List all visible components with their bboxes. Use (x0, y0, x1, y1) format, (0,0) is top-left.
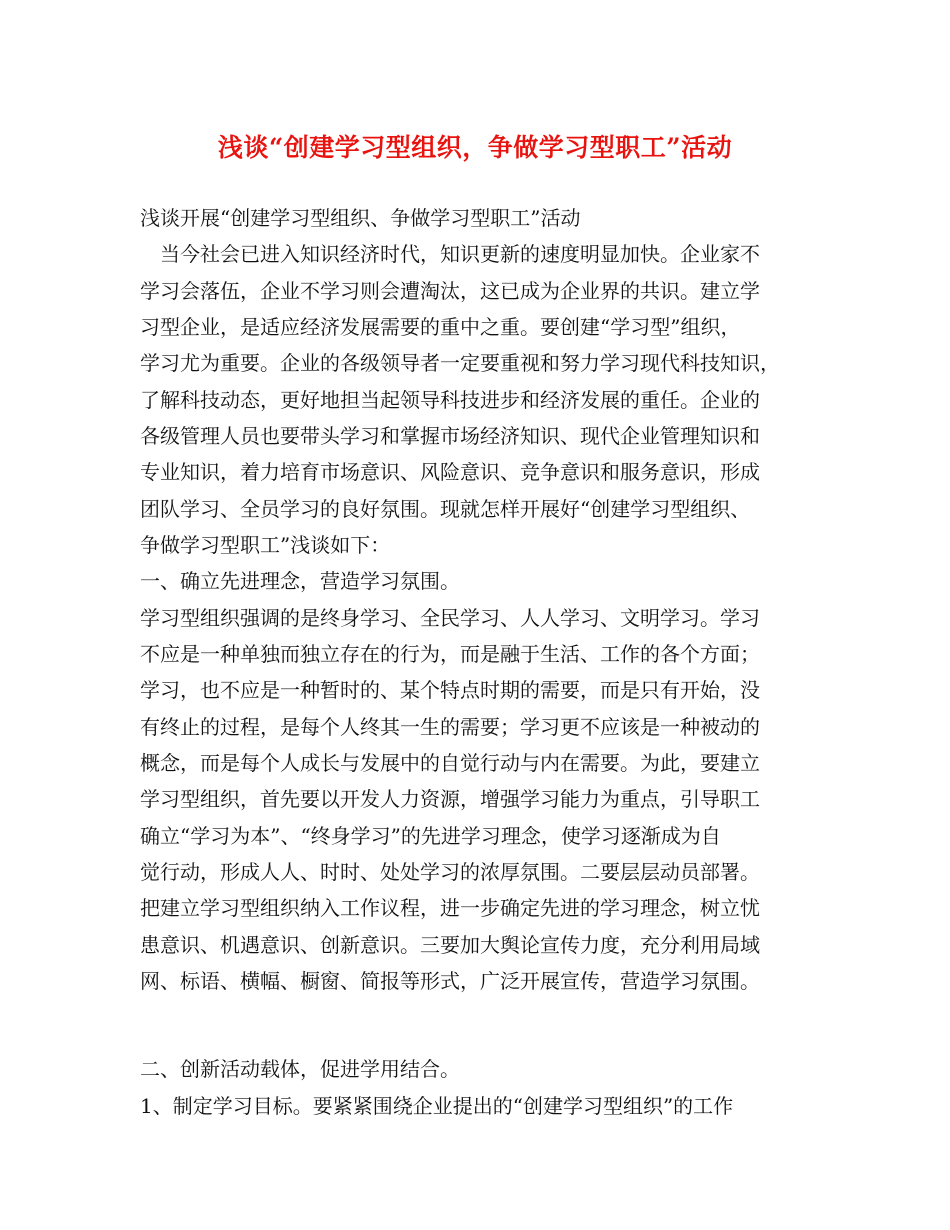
document-title: 浅谈“创建学习型组织，争做学习型职工”活动 (217, 133, 733, 162)
paragraph-line: 二、创新活动载体，促进学用结合。 (140, 1057, 460, 1081)
paragraph-line: 概念，而是每个人成长与发展中的自觉行动与内在需要。为此，要建立 (140, 751, 760, 775)
paragraph-line: 确立“学习为本”、“终身学习”的先进学习理念，使学习逐渐成为自 (140, 824, 721, 848)
paragraph-line: 了解科技动态，更好地担当起领导科技进步和经济发展的重任。企业的 (140, 388, 760, 412)
paragraph-line: 1、制定学习目标。要紧紧围绕企业提出的“创建学习型组织”的工作 (140, 1094, 734, 1118)
paragraph-line: 学习会落伍，企业不学习则会遭淘汰，这已成为企业界的共识。建立学 (140, 279, 760, 303)
paragraph-line: 网、标语、横幅、橱窗、简报等形式，广泛开展宣传，营造学习氛围。 (140, 969, 760, 993)
paragraph-line: 学习，也不应是一种暂时的、某个特点时期的需要，而是只有开始，没 (140, 678, 760, 702)
paragraph-line: 一、确立先进理念，营造学习氛围。 (140, 569, 460, 593)
paragraph-line: 各级管理人员也要带头学习和掌握市场经济知识、现代企业管理知识和 (140, 424, 760, 448)
paragraph-line: 把建立学习型组织纳入工作议程，进一步确定先进的学习理念，树立忧 (140, 896, 760, 920)
paragraph-line: 觉行动，形成人人、时时、处处学习的浓厚氛围。二要层层动员部署。 (140, 860, 760, 884)
paragraph-line: 患意识、机遇意识、创新意识。三要加大舆论宣传力度，充分利用局域 (140, 933, 760, 957)
paragraph-line: 团队学习、全员学习的良好氛围。现就怎样开展好“创建学习型组织、 (140, 497, 751, 521)
paragraph-line: 浅谈开展“创建学习型组织、争做学习型职工”活动 (140, 206, 581, 230)
paragraph-line: 学习型组织强调的是终身学习、全民学习、人人学习、文明学习。学习 (140, 606, 760, 630)
paragraph-line: 不应是一种单独而独立存在的行为，而是融于生活、工作的各个方面； (140, 642, 760, 666)
paragraph-line: 习型企业，是适应经济发展需要的重中之重。要创建“学习型”组织， (140, 315, 741, 339)
paragraph-line: 争做学习型职工”浅谈如下： (140, 533, 391, 557)
paragraph-line: 学习型组织，首先要以开发人力资源，增强学习能力为重点，引导职工 (140, 787, 760, 811)
paragraph-line: 学习尤为重要。企业的各级领导者一定要重视和努力学习现代科技知识， (140, 351, 780, 375)
paragraph-line: 专业知识，着力培育市场意识、风险意识、竞争意识和服务意识，形成 (140, 460, 760, 484)
paragraph-line: 当今社会已进入知识经济时代，知识更新的速度明显加快。企业家不 (140, 242, 760, 266)
paragraph-line: 有终止的过程，是每个人终其一生的需要；学习更不应该是一种被动的 (140, 715, 760, 739)
